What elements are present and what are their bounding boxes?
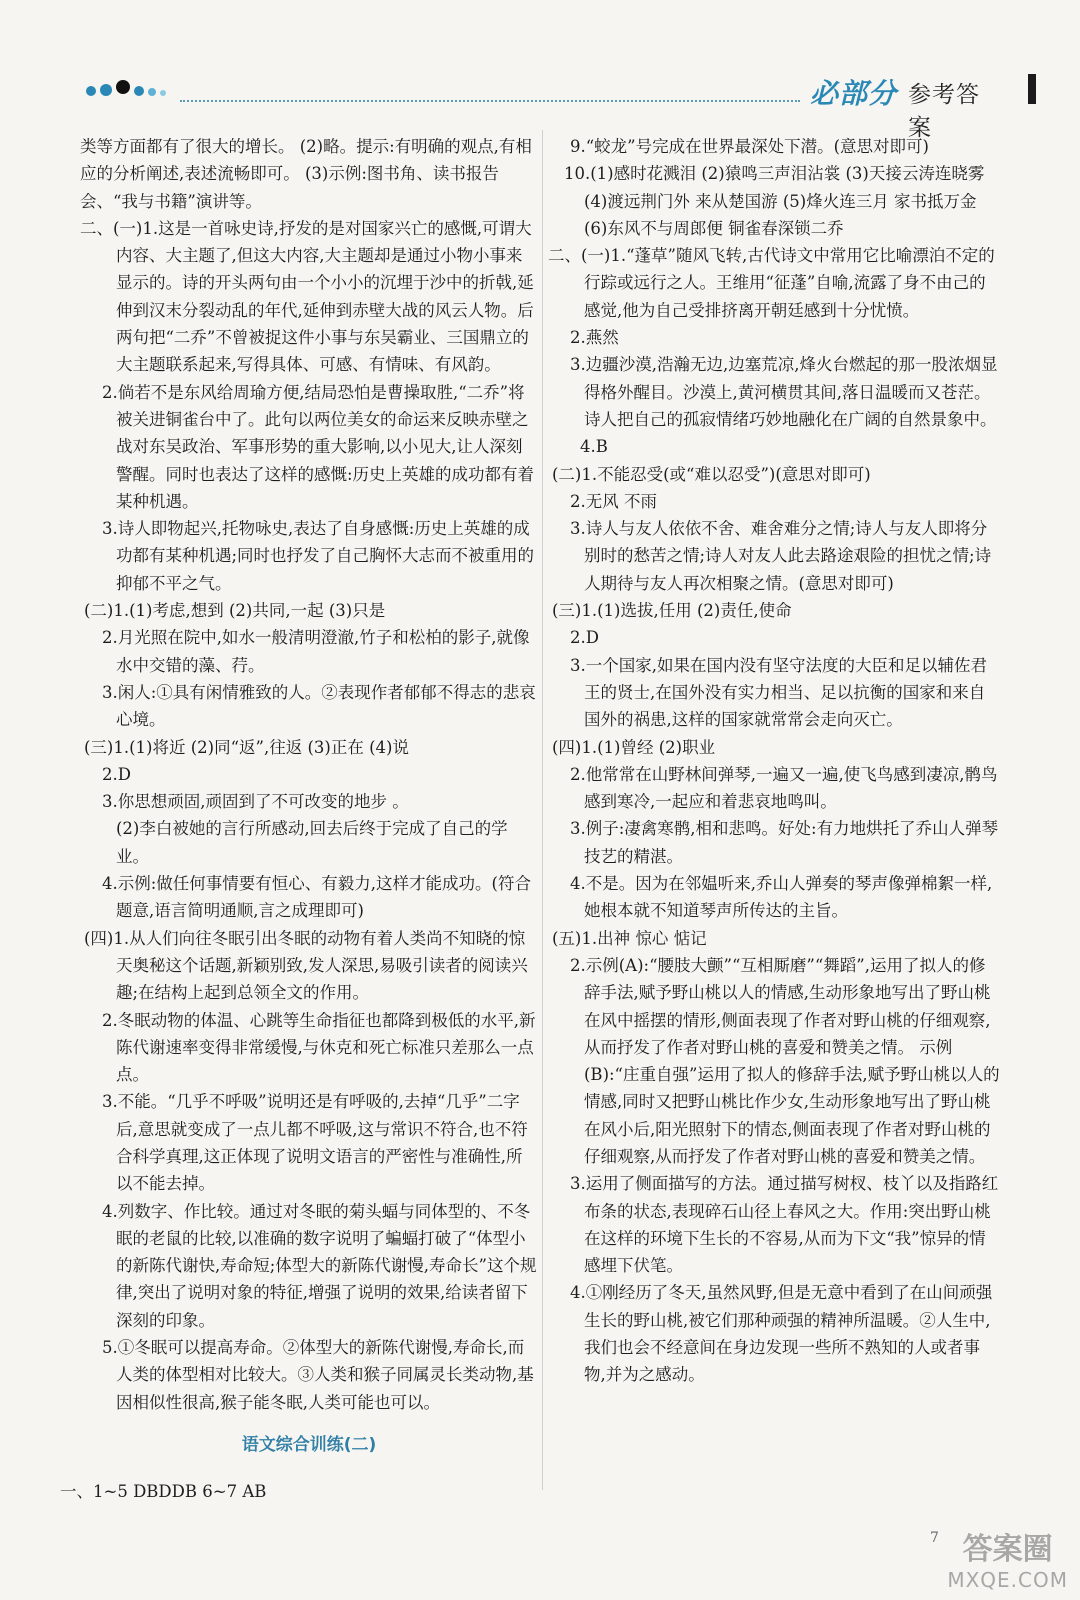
left-paragraph: 类等方面都有了很大的增长。 (2)略。提示:有明确的观点,有相应的分析阐述,表述流畅即可。 (3)示例:图书角、读书报告会、“我与书籍”演讲等。 [80, 137, 532, 211]
right-paragraph: (四)1.(1)曾经 (2)职业 [552, 737, 716, 757]
dot-2 [100, 84, 112, 96]
footer-answers: 一、1~5 DBDDB 6~7 AB [60, 1482, 267, 1501]
right-paragraph: 10.(1)感时花溅泪 (2)猿鸣三声泪沾裳 (3)天接云涛连晓雾 (4)渡远荆门外 来从楚国游 (5)烽火连三月 家书抵万金 (6)东风不与周郎便 铜雀春深锁二乔 [564, 164, 985, 238]
right-paragraph: (五)1.出神 惊心 惦记 [552, 928, 707, 948]
left-paragraph: (2)李白被她的言行所感动,回去后终于完成了自己的学业。 [116, 819, 508, 866]
left-paragraph: 3.诗人即物起兴,托物咏史,表达了自身感慨:历史上英雄的成功都有某种机遇;同时也抒发了自己胸怀大志而不被重用的抑郁不平之气。 [102, 519, 535, 593]
dot-4 [134, 86, 144, 96]
header-title: 参考答案 [908, 82, 980, 141]
right-paragraph: 3.边疆沙漠,浩瀚无边,边塞荒凉,烽火台燃起的那一股浓烟显得格外醒目。沙漠上,黄河横贯其间,落日温暖而又苍茫。诗人把自己的孤寂情绪巧妙地融化在广阔的自然景象中。 [570, 355, 998, 429]
dot-3 [116, 80, 130, 94]
left-paragraph: 2.D [102, 764, 131, 784]
dot-5 [148, 88, 156, 96]
page-number: 7 [930, 1530, 939, 1546]
right-paragraph: 3.一个国家,如果在国内没有坚守法度的大臣和足以辅佐君王的贤士,在国外没有实力相当、足以抗衡的国家和来自国外的祸患,这样的国家就常常会走向灭亡。 [570, 655, 987, 730]
right-paragraph: 2.D [570, 628, 599, 648]
right-paragraph: 4.B [580, 437, 608, 457]
left-paragraph: (四)1.从人们向往冬眠引出冬眠的动物有着人类尚不知晓的惊天奥秘这个话题,新颖别致,发人深思,易吸引读者的阅读兴趣;在结构上起到总领全文的作用。 [84, 928, 528, 1003]
right-paragraph: 2.他常常在山野林间弹琴,一遍又一遍,使飞鸟感到凄凉,鹘鸟感到寒冷,一起应和着悲哀地鸣叫。 [570, 764, 998, 812]
dot-6 [160, 90, 166, 96]
page-header [70, 70, 1000, 141]
right-paragraph: 9.“蛟龙”号完成在世界最深处下潜。(意思对即可) [570, 137, 929, 156]
right-paragraph: 3.诗人与友人依依不舍、难舍难分之情;诗人与友人即将分别时的愁苦之情;诗人对友人此去路途艰险的担忧之情;诗人期待与友人再次相聚之情。(意思对即可) [570, 519, 992, 593]
right-paragraph: 3.例子:凄禽寒鹘,相和悲鸣。好处:有力地烘托了乔山人弹琴技艺的精湛。 [570, 819, 999, 866]
right-paragraph: 4.不是。因为在邻媪听来,乔山人弹奏的琴声像弹棉絮一样,她根本就不知道琴声所传达的主旨。 [570, 874, 993, 921]
watermark-url: MXQE.COM [947, 1568, 1068, 1592]
left-paragraph: 4.示例:做任何事情要有恒心、有毅力,这样才能成功。(符合题意,语言简明通顺,言之成理即可) [102, 874, 531, 921]
right-paragraph: 3.运用了侧面描写的方法。通过描写树杈、枝丫以及指路红布条的状态,表现碎石山径上春风之大。作用:突出野山桃在这样的环境下生长的不容易,从而为下文“我”惊异的情感埋下伏笔。 [570, 1174, 999, 1276]
left-paragraph: 3.闲人:①具有闲情雅致的人。②表现作者郁郁不得志的悲哀心境。 [102, 682, 536, 730]
right-paragraph: 2.燕然 [570, 328, 619, 348]
section-title: 语文综合训练(二) [241, 1434, 377, 1455]
right-paragraph: 2.无风 不雨 [570, 491, 657, 511]
right-paragraph: 2.示例(A):“腰肢大颤”“互相厮磨”“舞蹈”,运用了拟人的修辞手法,赋予野山桃以人的情感,生动形象地写出了野山桃在风中摇摆的情形,侧面表现了作者对野山桃的仔细观察,从而抒发了作者对野山桃的喜爱和赞美之情。 示例(B):“庄重自强”运用了拟人的修辞手法,赋予野山桃以人的情感,同时又把野山桃比作少女,生动形象地写出了野山桃在风小后,阳光照射下的情态,侧面表现了作者对野山桃的仔细观察,从而抒发了作者对野山桃的喜爱和赞美之情。 [570, 955, 1000, 1166]
right-paragraph: 4.①刚经历了冬天,虽然风野,但是无意中看到了在山间顽强生长的野山桃,被它们那种顽强的精神所温暖。②人生中,我们也会不经意间在身边发现一些所不熟知的人或者事物,并为之感动。 [570, 1283, 993, 1385]
right-column [548, 133, 1000, 1389]
watermark [947, 1524, 1068, 1592]
right-paragraph: (二)1.不能忍受(或“难以忍受”)(意思对即可) [552, 464, 871, 484]
left-paragraph: 4.列数字、作比较。通过对冬眠的菊头蝠与同体型的、不冬眠的老鼠的比较,以准确的数字说明了蝙蝠打破了“体型小的新陈代谢快,寿命短;体型大的新陈代谢慢,寿命长”这个规律,突出了说明对象的特征,增强了说明的效果,给读者留下深刻的印象。 [102, 1201, 537, 1330]
left-paragraph: 二、(一)1.这是一首咏史诗,抒发的是对国家兴亡的感慨,可谓大内容、大主题了,但这大内容,大主题却是通过小物小事来显示的。诗的开头两句由一个小小的沉埋于沙中的折戟,延伸到汉末分裂动乱的年代,延伸到赤壁大战的风云人物。后两句把“二乔”不曾被捉这件小事与东吴霸业、三国鼎立的大主题联系起来,写得具体、可感、有情味、有风韵。 [80, 218, 534, 375]
left-paragraph: 2.冬眠动物的体温、心跳等生命指征也都降到极低的水平,新陈代谢速率变得非常缓慢,与休克和死亡标准只差那么一点点。 [102, 1010, 536, 1085]
left-paragraph: (三)1.(1)将近 (2)同“返”,往返 (3)正在 (4)说 [84, 737, 409, 757]
watermark-logo: 答案圈 [962, 1532, 1053, 1567]
header-brand: 必部分 [810, 77, 898, 110]
column-divider [542, 130, 543, 1490]
left-paragraph: 2.月光照在院中,如水一般清明澄澈,竹子和松柏的影子,就像水中交错的藻、荇。 [102, 628, 530, 675]
header-bar [1028, 74, 1036, 104]
right-paragraph: 二、(一)1.“蓬草”随风飞转,古代诗文中常用它比喻漂泊不定的行踪或远行之人。王维用“征蓬”自喻,流露了身不由己的感觉,他为自己受排挤离开朝廷感到十分忧愤。 [548, 246, 995, 320]
dot-1 [86, 86, 96, 96]
left-paragraph: 5.①冬眠可以提高寿命。②体型大的新陈代谢慢,寿命长,而人类的体型相对比较大。③人类和猴子同属灵长类动物,基因相似性很高,猴子能冬眠,人类可能也可以。 [102, 1338, 534, 1412]
right-paragraph: (三)1.(1)选拔,任用 (2)责任,使命 [552, 601, 792, 621]
left-paragraph: 2.倘若不是东风给周瑜方便,结局恐怕是曹操取胜,“二乔”将被关进铜雀台中了。此句以两位美女的命运来反映赤壁之战对东吴政治、军事形势的重大影响,以小见大,让人深刻警醒。同时也表达了这样的感慨:历史上英雄的成功都有着某种机遇。 [102, 382, 535, 511]
left-paragraph: 3.不能。“几乎不呼吸”说明还是有呼吸的,去掉“几乎”二字后,意思就变成了一点儿都不呼吸,这与常识不符合,也不符合科学真理,这正体现了说明文语言的严密性与准确性,所以不能去掉。 [102, 1092, 528, 1194]
left-column [80, 133, 538, 1471]
left-paragraph: (二)1.(1)考虑,想到 (2)共同,一起 (3)只是 [84, 601, 386, 621]
header-dotted-rule [180, 100, 800, 102]
left-paragraph: 3.你思想顽固,顽固到了不可改变的地步 。 [102, 792, 409, 812]
